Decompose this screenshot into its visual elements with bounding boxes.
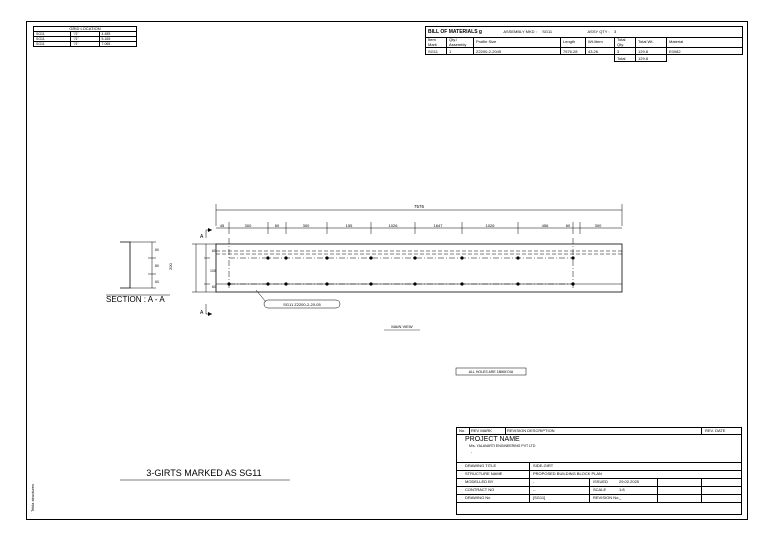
tb-extra-value: _ bbox=[619, 495, 622, 500]
tb-value: - bbox=[533, 479, 535, 484]
segment-dimension: 1026 bbox=[388, 223, 398, 228]
segment-dimension: 155 bbox=[345, 223, 353, 228]
bom-total-label: Total bbox=[615, 55, 636, 62]
vert-dimension: 60 bbox=[212, 285, 216, 289]
tb-extra-label: ISSUED bbox=[593, 479, 608, 484]
height-dimension: 200 bbox=[168, 263, 173, 270]
tb-value: -- bbox=[533, 487, 536, 492]
tb-label: STRUCTURE NAME bbox=[465, 471, 503, 476]
tb-label: DRAWING No bbox=[465, 495, 491, 500]
bom-header-cell: Material bbox=[667, 38, 743, 48]
bom-assembly-value: SG11 bbox=[542, 29, 553, 34]
bom-cell: 43.26 bbox=[586, 48, 615, 55]
segment-dimension: 1026 bbox=[485, 223, 495, 228]
bom-header-cell: Profile Size bbox=[474, 38, 561, 48]
bom-header-cell: Wt./item bbox=[586, 38, 615, 48]
bom-cell: 3 bbox=[615, 48, 636, 55]
tb-extra-label: SCALE bbox=[593, 487, 607, 492]
segment-dimension: 456 bbox=[541, 223, 549, 228]
segment-dimension: 300 bbox=[302, 223, 310, 228]
vert-dimension: 100 bbox=[210, 269, 216, 273]
bom-cell: 129.8 bbox=[636, 48, 667, 55]
grid-cell: "/1" bbox=[71, 32, 99, 37]
grid-cell: "/1" bbox=[71, 37, 99, 42]
section-cut-tag-top: A bbox=[200, 234, 204, 240]
grid-cell: 5.165 bbox=[99, 37, 136, 42]
rev-header-date: REV. DATE bbox=[705, 428, 726, 433]
rev-header-no: No. bbox=[459, 428, 466, 433]
tb-value: SIDE-GIRT bbox=[533, 463, 554, 468]
project-dot: - bbox=[471, 450, 473, 454]
tb-value: PROPOSED BUILDING BLOCK PLAN bbox=[533, 471, 602, 476]
bom-total-value: 129.8 bbox=[636, 55, 667, 62]
grid-cell: 4.485 bbox=[99, 32, 136, 37]
tb-extra-value: 29.02.2025 bbox=[619, 479, 640, 484]
project-label: PROJECT NAME bbox=[465, 436, 520, 443]
profile-callout: SG11 Z2200-2-20-05 bbox=[283, 302, 321, 307]
tb-label: CONTRACT NO bbox=[465, 487, 495, 492]
section-dimension: 80 bbox=[155, 264, 159, 268]
bom-header-cell: Total Qty. bbox=[615, 38, 636, 48]
segment-dimension: 45 bbox=[219, 223, 225, 228]
bom-cell: Z2200-2-2045 bbox=[474, 48, 561, 55]
title-block bbox=[456, 427, 742, 515]
bom-cell: E0082 bbox=[667, 48, 743, 55]
section-label: SECTION : A - A bbox=[106, 295, 165, 304]
vert-dimension: 60 bbox=[212, 249, 216, 253]
bom-qty-value: 3 bbox=[614, 29, 617, 34]
tb-extra-value: 1:8 bbox=[619, 487, 625, 492]
grid-cell: 7.065 bbox=[99, 42, 136, 47]
segment-dimension: 60 bbox=[274, 223, 280, 228]
rev-header-description: REVISION DESCRIPTION bbox=[507, 428, 555, 433]
segment-dimension: 1647 bbox=[433, 223, 443, 228]
bom-header-cell: Qty./ Assembly bbox=[447, 38, 474, 48]
bom-qty-label: ASSY QTY : bbox=[587, 29, 610, 34]
bom-cell: 1 bbox=[447, 48, 474, 55]
section-dimension: 60 bbox=[155, 280, 159, 284]
tb-extra-label: REVISION No. bbox=[593, 495, 620, 500]
segment-dimension: 300 bbox=[594, 223, 602, 228]
grid-cell: SG11 bbox=[34, 42, 71, 47]
bom-cell: 7576.28 bbox=[561, 48, 586, 55]
main-view-label: MAIN VIEW bbox=[391, 324, 413, 329]
bom-assembly-label: ASSEMBLY MKD : bbox=[503, 29, 537, 34]
bom-header-cell: Total Wt. bbox=[636, 38, 667, 48]
tb-value: [SG11] bbox=[533, 495, 546, 500]
project-company: M/s. YALAVARTI ENGINEERING PVT LTD bbox=[469, 444, 536, 448]
tb-label: MODELLED BY bbox=[465, 479, 494, 484]
grid-cell: SG11 bbox=[34, 37, 71, 42]
tb-label: DRAWING TITLE bbox=[465, 463, 497, 468]
bom-header-cell: Item Mark bbox=[426, 38, 447, 48]
segment-dimension: 60 bbox=[565, 223, 571, 228]
bom-title: BILL OF MATERIALS g bbox=[428, 29, 482, 35]
side-stamp: Tekla structures bbox=[30, 483, 35, 512]
grid-cell: "/1" bbox=[71, 42, 99, 47]
overall-dimension: 7576 bbox=[413, 204, 425, 209]
holes-note: ALL HOLES ARE 18MM DIA bbox=[468, 370, 514, 374]
section-dimension: 60 bbox=[155, 248, 159, 252]
bom-cell: SG11 bbox=[426, 48, 447, 55]
grid-cell: SG11 bbox=[34, 32, 71, 37]
section-cut-tag-bottom: A bbox=[200, 310, 204, 316]
segment-dimension: 300 bbox=[244, 223, 252, 228]
grid-location-title: GRID LOCATION bbox=[34, 27, 137, 32]
bom-header-cell: Length bbox=[561, 38, 586, 48]
rev-header-mark: REV MARK bbox=[471, 428, 492, 433]
marking-title: 3-GIRTS MARKED AS SG11 bbox=[146, 468, 262, 478]
